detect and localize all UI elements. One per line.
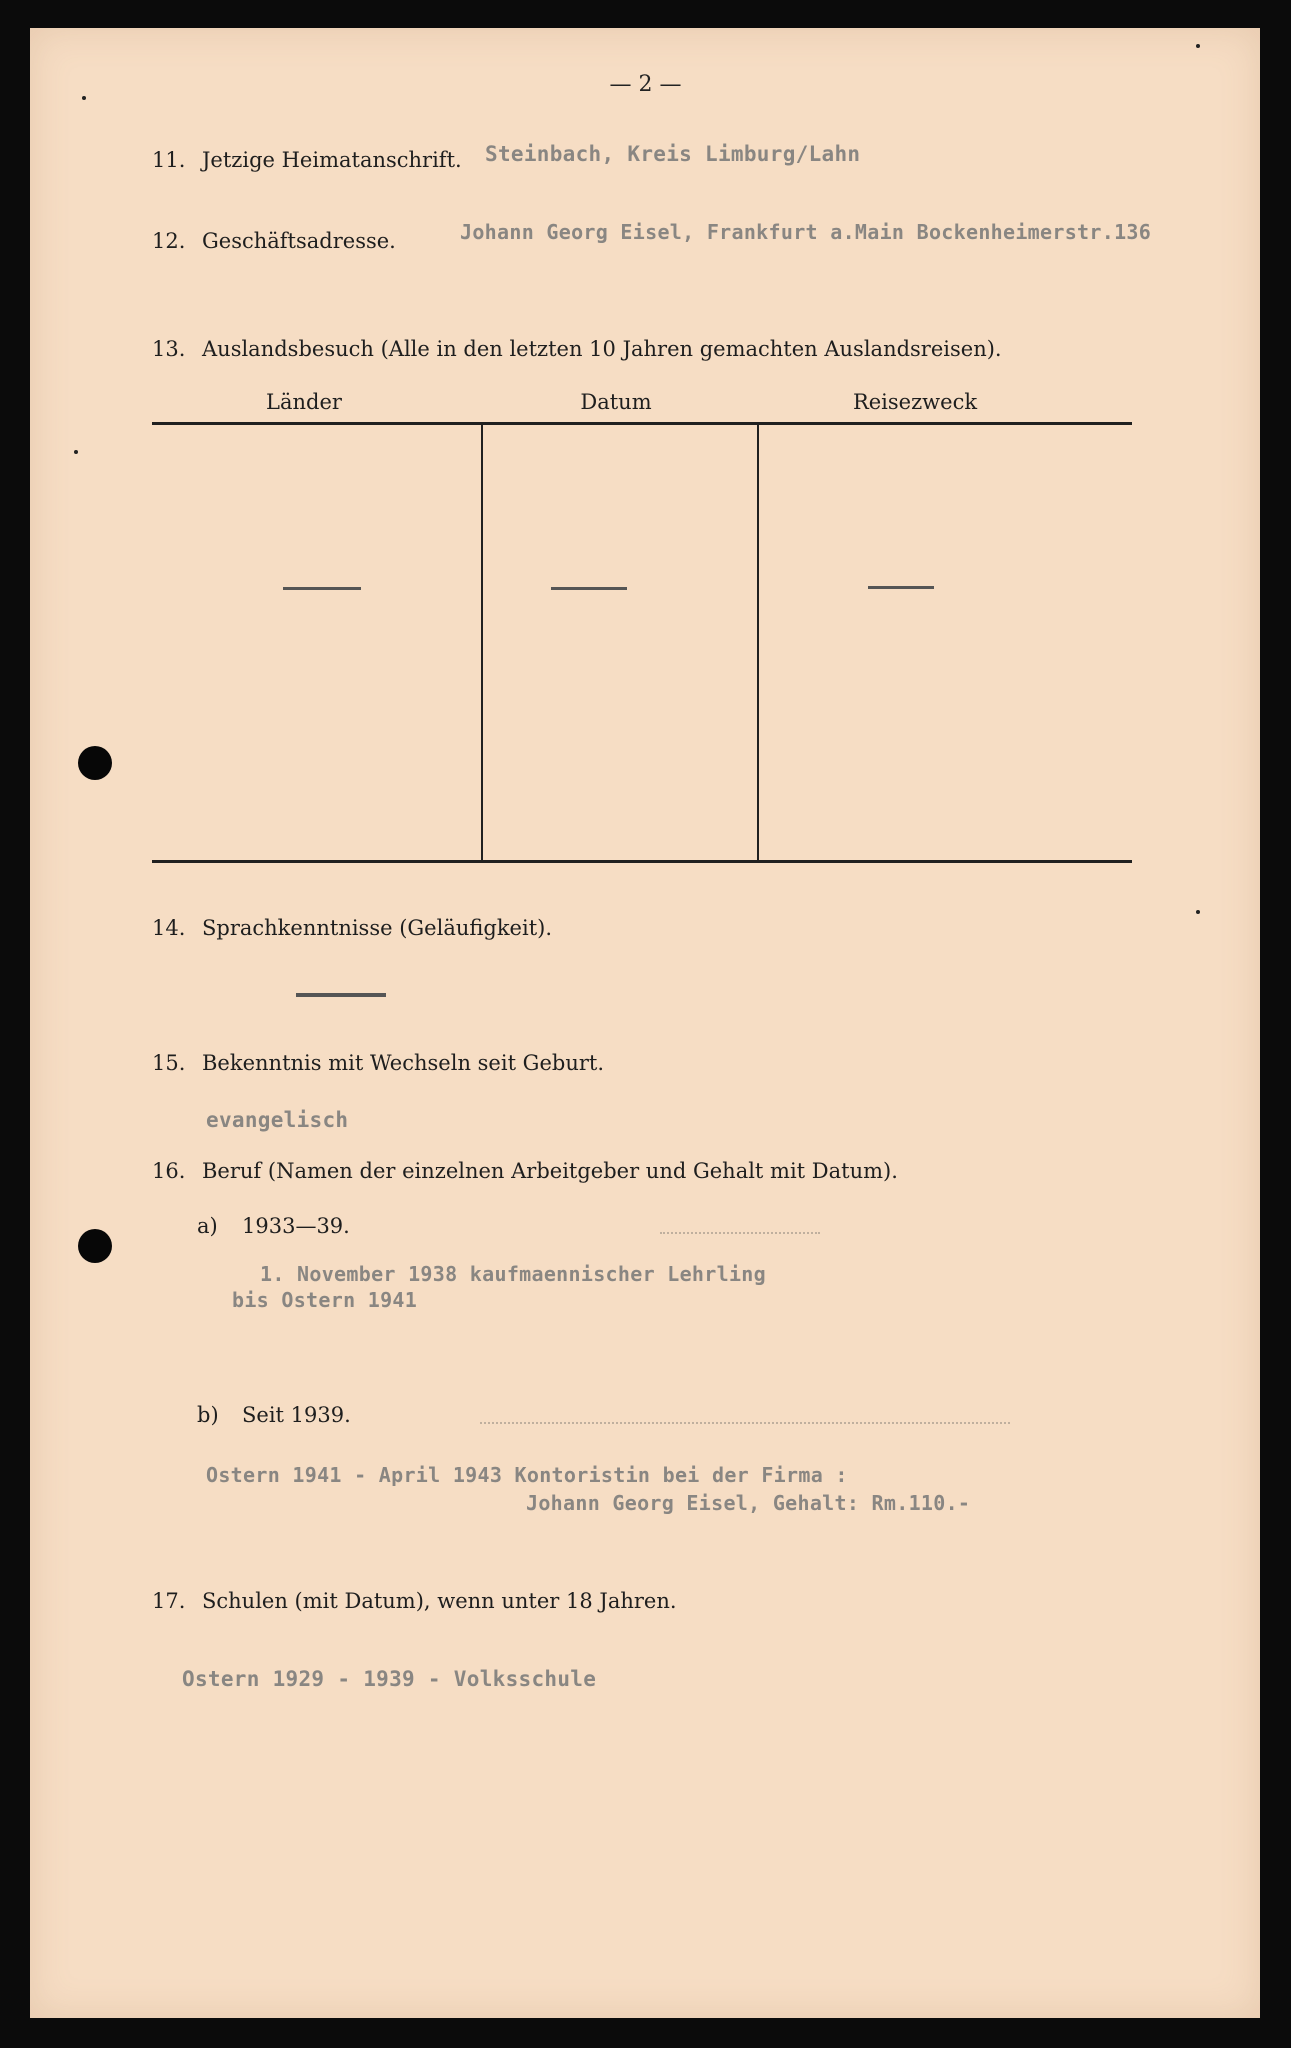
table-header-datum: Datum <box>580 390 652 414</box>
item-13 <box>152 337 1002 361</box>
item-14 <box>152 916 552 940</box>
item-label: Geschäftsadresse. <box>202 229 396 253</box>
speck <box>74 450 78 454</box>
sub-label: a) <box>197 1214 218 1238</box>
table-header-laender: Länder <box>266 390 342 414</box>
table-column-divider <box>481 425 483 861</box>
item-number: 14. <box>152 916 186 940</box>
speck <box>1196 910 1200 914</box>
item-15 <box>152 1051 604 1075</box>
occupation-a-line2: bis Ostern 1941 <box>232 1288 418 1312</box>
speck <box>1196 44 1200 48</box>
business-address-value: Johann Georg Eisel, Frankfurt a.Main Bockenheimerstr.136 <box>460 220 1152 244</box>
language-skills-dash <box>296 993 386 997</box>
item-number: 12. <box>152 229 186 253</box>
dotted-line <box>480 1422 1010 1424</box>
item-label: Sprachkenntnisse (Geläufigkeit). <box>202 916 552 940</box>
sub-period: 1933—39. <box>242 1214 350 1238</box>
item-16 <box>152 1159 898 1183</box>
item-number: 17. <box>152 1589 186 1613</box>
occupation-a-line1: 1. November 1938 kaufmaennischer Lehrling <box>260 1262 766 1286</box>
occupation-b-line2: Johann Georg Eisel, Gehalt: Rm.110.- <box>526 1491 971 1515</box>
table-bottom-rule <box>152 860 1132 863</box>
item-label: Jetzige Heimatanschrift. <box>202 148 462 172</box>
empty-cell-dash <box>283 587 361 590</box>
table-header-reisezweck: Reisezweck <box>852 390 978 414</box>
dotted-line <box>660 1232 820 1234</box>
schools-value: Ostern 1929 - 1939 - Volksschule <box>182 1667 597 1691</box>
table-top-rule <box>152 422 1132 425</box>
sub-period: Seit 1939. <box>242 1403 351 1427</box>
punch-hole-bottom <box>78 1229 112 1263</box>
item-17 <box>152 1589 677 1613</box>
item-label: Bekenntnis mit Wechseln seit Geburt. <box>202 1051 605 1075</box>
document-page <box>30 28 1260 2018</box>
home-address-value: Steinbach, Kreis Limburg/Lahn <box>485 142 861 166</box>
item-number: 15. <box>152 1051 186 1075</box>
religion-value: evangelisch <box>206 1108 349 1132</box>
item-label: Beruf (Namen der einzelnen Arbeitgeber und Gehalt mit Datum). <box>202 1159 898 1183</box>
empty-cell-dash <box>868 586 934 589</box>
item-label: Schulen (mit Datum), wenn unter 18 Jahren. <box>202 1589 677 1613</box>
occupation-b-line1: Ostern 1941 - April 1943 Kontoristin bei der Firma : <box>206 1463 848 1487</box>
item-16a <box>197 1214 350 1238</box>
item-number: 16. <box>152 1159 186 1183</box>
item-number: 13. <box>152 337 186 361</box>
punch-hole-top <box>78 746 112 780</box>
item-11 <box>152 148 462 172</box>
page-number: — 2 — <box>609 72 682 97</box>
item-12 <box>152 229 396 253</box>
item-16b <box>197 1403 351 1427</box>
empty-cell-dash <box>551 587 627 590</box>
table-column-divider <box>757 425 759 861</box>
sub-label: b) <box>197 1403 219 1427</box>
item-label: Auslandsbesuch (Alle in den letzten 10 Jahren gemachten Auslandsreisen). <box>202 337 1002 361</box>
item-number: 11. <box>152 148 186 172</box>
